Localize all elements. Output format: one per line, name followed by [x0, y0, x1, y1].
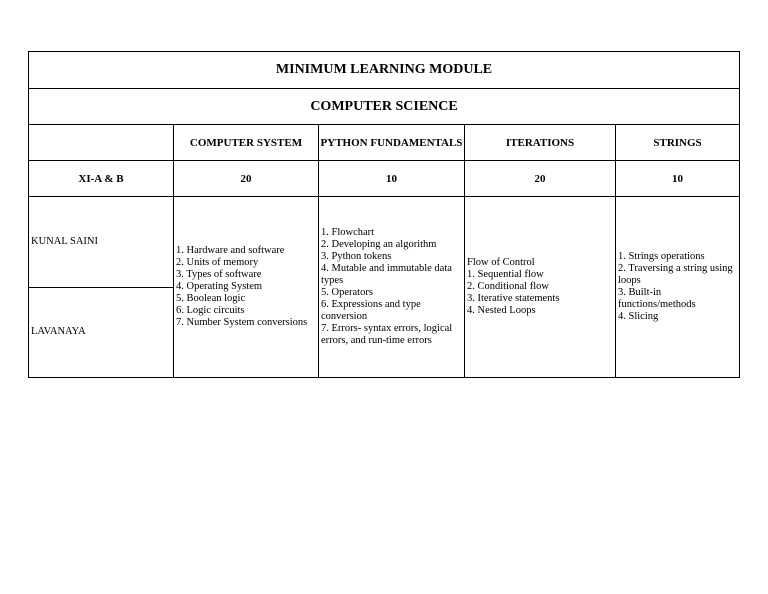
list-item: 3. Python tokens [321, 251, 392, 262]
topic-list-computer-system [176, 245, 316, 329]
content-python-fundamentals [319, 197, 465, 378]
topic-header-iterations: ITERATIONS [465, 125, 616, 161]
list-item: 1. Hardware and software [176, 245, 285, 256]
list-item: 7. Errors- syntax errors, logical errors, and run-time errors [321, 323, 453, 346]
list-item: 2. Developing an algorithm [321, 239, 437, 250]
count-iterations: 20 [465, 161, 616, 197]
topic-header-row [29, 125, 740, 161]
list-item: 3. Built-in functions/methods [618, 287, 696, 310]
topic-list-iterations [467, 269, 613, 317]
list-item: 7. Number System conversions [176, 317, 308, 328]
content-row [29, 197, 740, 378]
list-item: 2. Units of memory [176, 257, 259, 268]
topic-header-computer-system: COMPUTER SYSTEM [174, 125, 319, 161]
list-item: 5. Boolean logic [176, 293, 246, 304]
list-item: 4. Mutable and immutable data types [321, 263, 452, 286]
empty-header-cell [29, 125, 174, 161]
list-item: 1. Flowchart [321, 227, 375, 238]
count-strings: 10 [616, 161, 740, 197]
teacher-name: KUNAL SAINI [29, 197, 173, 288]
teachers-cell [29, 197, 174, 378]
topic-list-python-fundamentals [321, 227, 462, 347]
count-python-fundamentals: 10 [319, 161, 465, 197]
document-title: MINIMUM LEARNING MODULE [29, 52, 740, 89]
list-item: 3. Types of software [176, 269, 262, 280]
list-item: 2. Conditional flow [467, 281, 549, 292]
list-item: 4. Nested Loops [467, 305, 536, 316]
teacher-name: LAVANAYA [31, 326, 86, 338]
content-iterations [465, 197, 616, 378]
count-computer-system: 20 [174, 161, 319, 197]
subject-title: COMPUTER SCIENCE [29, 89, 740, 125]
learning-module-table [28, 51, 740, 378]
list-item: 5. Operators [321, 287, 373, 298]
topic-header-strings: STRINGS [616, 125, 740, 161]
section-heading: Flow of Control [467, 257, 535, 268]
list-item: 4. Operating System [176, 281, 263, 292]
class-label: XI-A & B [29, 161, 174, 197]
subject-row [29, 89, 740, 125]
list-item: 6. Logic circuits [176, 305, 245, 316]
title-row [29, 52, 740, 89]
count-row [29, 161, 740, 197]
teachers-list [29, 197, 173, 377]
list-item: 6. Expressions and type conversion [321, 299, 421, 322]
content-strings [616, 197, 740, 378]
list-item: 4. Slicing [618, 311, 659, 322]
list-item: 1. Sequential flow [467, 269, 544, 280]
list-item: 3. Iterative statements [467, 293, 560, 304]
content-computer-system [174, 197, 319, 378]
topic-list-strings [618, 251, 737, 323]
list-item: 1. Strings operations [618, 251, 705, 262]
list-item: 2. Traversing a string using loops [618, 263, 733, 286]
topic-header-python-fundamentals: PYTHON FUNDAMENTALS [319, 125, 465, 161]
